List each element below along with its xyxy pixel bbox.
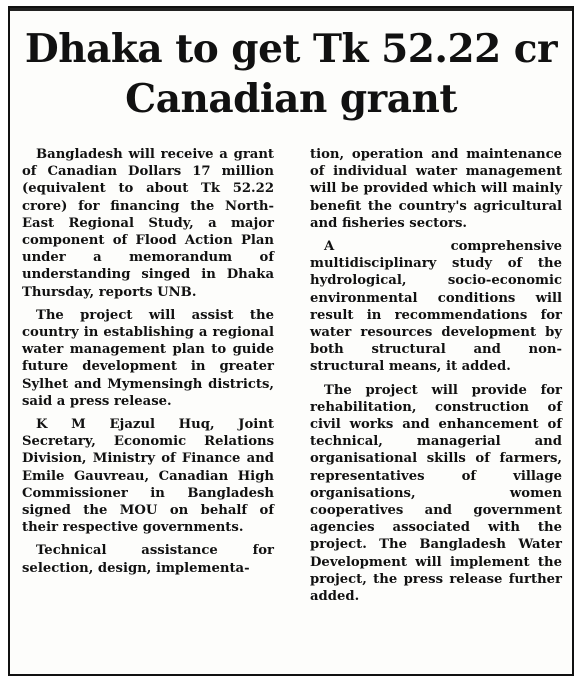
newspaper-clipping bbox=[8, 6, 574, 676]
paragraph-3: K M Ejazul Huq, Joint Secretary, Economic Relations Division, Ministry of Finance and Emile Gauvreau, Canadian High Commissioner in Bangladesh signed the MOU on behalf of their respective governments. bbox=[22, 417, 274, 536]
headline bbox=[10, 24, 572, 124]
headline-line-2: Canadian grant bbox=[125, 76, 457, 122]
top-rule bbox=[10, 8, 572, 11]
paragraph-4-continued: tion, operation and maintenance of individual water management will be provided which will mainly benefit the country's agricultural and fisheries sectors. bbox=[310, 147, 562, 231]
right-column bbox=[310, 146, 562, 611]
article-body bbox=[10, 146, 572, 611]
paragraph-6: The project will provide for rehabilitation, construction of civil works and enhancement of technical, managerial and organisational skills of farmers, representatives of village organisations, women cooperatives and government agencies associated with the project. The Bangladesh Water Development will implement the project, the press release further added. bbox=[310, 382, 562, 605]
paragraph-5: A comprehensive multidisciplinary study of the hydrological, socio-economic environmental conditions will result in recommendations for water resources development by both structural and non-structural means, it added. bbox=[310, 239, 562, 375]
left-column bbox=[22, 146, 274, 611]
paragraph-1: Bangladesh will receive a grant of Canadian Dollars 17 million (equivalent to about Tk 52.22 crore) for financing the North-East Regional Study, a major component of Flood Action Plan under a memorandum of understanding singed in Dhaka Thursday, reports UNB. bbox=[22, 147, 274, 300]
headline-line-1: Dhaka to get Tk 52.22 cr bbox=[24, 26, 558, 72]
paragraph-2: The project will assist the country in establishing a regional water management plan to guide future development in greater Sylhet and Mymensingh districts, said a press release. bbox=[22, 307, 274, 409]
paragraph-4: Technical assistance for selection, design, implementa- bbox=[22, 543, 274, 576]
